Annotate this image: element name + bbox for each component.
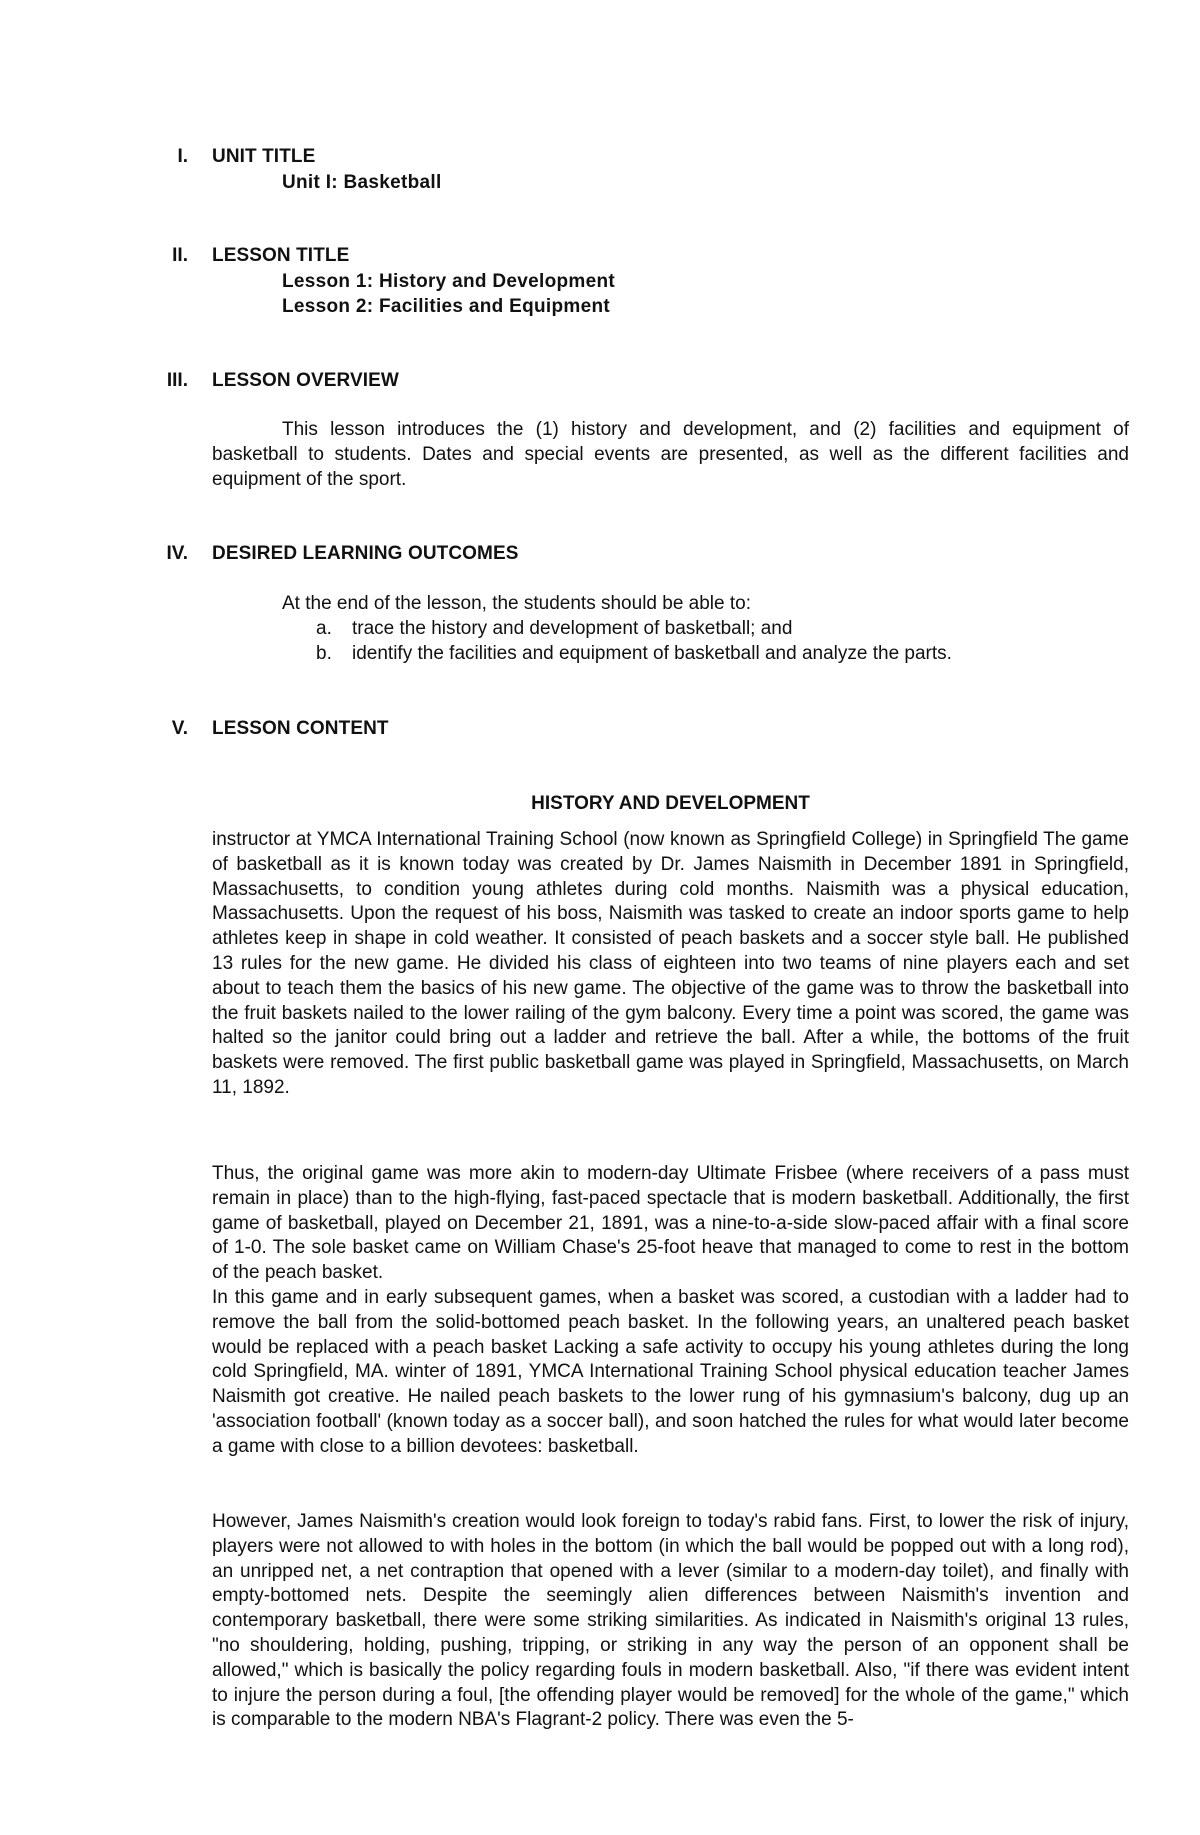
outcomes-intro: At the end of the lesson, the students should be able to: (282, 593, 751, 614)
section-title-content: LESSON CONTENT (212, 718, 389, 739)
section-number: III. (166, 370, 188, 391)
section-title-outcomes: DESIRED LEARNING OUTCOMES (212, 543, 519, 564)
section-number: V. (171, 718, 188, 739)
content-paragraph-4: However, James Naismith's creation would look foreign to today's rabid fans. First, to lower the risk of injury, players were not allowed to with holes in the bottom (in which the ball would be popped out with a long rod), an unripped net, a net contraption that opened with a lever (similar to a modern-day toilet), and finally with empty-bottomed nets. Despite the seemingly alien differences between Naismith's invention and contemporary basketball, there were some striking similarities. As indicated in Naismith's original 13 rules, "no shouldering, holding, pushing, tripping, or striking in any way the person of an opponent shall be allowed," which is basically the policy regarding fouls in modern basketball. Also, "if there was evident intent to injure the person during a foul, [the offending player would be removed] for the whole of the game," which is comparable to the modern NBA's Flagrant-2 policy. There was even the 5- (212, 1511, 1129, 1731)
section-number: II. (172, 245, 188, 266)
section-number: I. (177, 146, 188, 167)
content-heading: HISTORY AND DEVELOPMENT (531, 793, 810, 814)
unit-title-value: Unit I: Basketball (282, 172, 442, 193)
overview-paragraph: This lesson introduces the (1) history and development, and (2) facilities and equipment of basketball to students. Dates and special events are presented, as well as the different facilities and equipment of the sport. (212, 419, 1129, 490)
section-title-unit: UNIT TITLE (212, 146, 316, 167)
content-paragraph-1: instructor at YMCA International Training School (now known as Springfield College) in Springfield The game of basketball as it is known today was created by Dr. James Naismith in December 1891 in Springfield, Massachusetts, to condition young athletes during cold months. Naismith was a physical education, Massachusetts. Upon the request of his boss, Naismith was tasked to create an indoor sports game to help athletes keep in shape in cold weather. It consisted of peach baskets and a soccer style ball. He published 13 rules for the new game. He divided his class of eighteen into two teams of nine players each and set about to teach them the basics of his new game. The objective of the game was to throw the basketball into the fruit baskets nailed to the lower railing of the gym balcony. Every time a point was scored, the game was halted so the janitor could bring out a ladder and retrieve the ball. After a while, the bottoms of the fruit baskets were removed. The first public basketball game was played in Springfield, Massachusetts, on March 11, 1892. (212, 829, 1129, 1098)
list-item-marker: b. (316, 643, 332, 664)
lesson-title-2: Lesson 2: Facilities and Equipment (282, 296, 610, 317)
list-item-marker: a. (316, 618, 332, 639)
lesson-title-1: Lesson 1: History and Development (282, 271, 615, 292)
list-item-text: identify the facilities and equipment of basketball and analyze the parts. (352, 643, 952, 664)
content-paragraph-3: In this game and in early subsequent games, when a basket was scored, a custodian with a ladder had to remove the ball from the solid-bottomed peach basket. In the following years, an unaltered peach basket would be replaced with a peach basket Lacking a safe activity to occupy his young athletes during the long cold Springfield, MA. winter of 1891, YMCA International Training School physical education teacher James Naismith got creative. He nailed peach baskets to the lower rung of his gymnasium's balcony, dug up an 'association football' (known today as a soccer ball), and soon hatched the rules for what would later become a game with close to a billion devotees: basketball. (212, 1287, 1129, 1457)
section-title-overview: LESSON OVERVIEW (212, 370, 399, 391)
section-title-lesson: LESSON TITLE (212, 245, 350, 266)
list-item-text: trace the history and development of basketball; and (352, 618, 793, 639)
section-number: IV. (166, 543, 188, 564)
content-paragraph-2: Thus, the original game was more akin to modern-day Ultimate Frisbee (where receivers of a pass must remain in place) than to the high-flying, fast-paced spectacle that is modern basketball. Additionally, the first game of basketball, played on December 21, 1891, was a nine-to-a-side slow-paced affair with a final score of 1-0. The sole basket came on William Chase's 25-foot heave that managed to come to rest in the bottom of the peach basket. (212, 1163, 1129, 1284)
